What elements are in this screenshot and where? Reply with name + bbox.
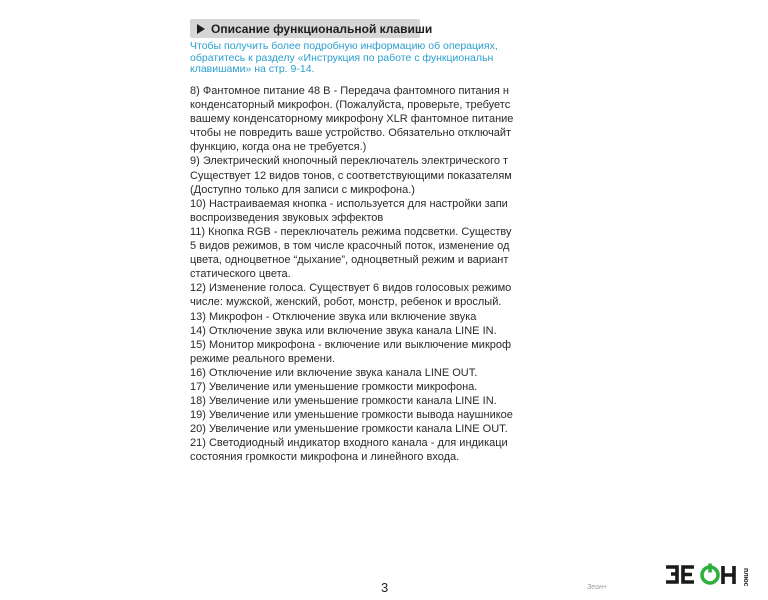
page-number: 3 — [381, 580, 389, 595]
function-key-list — [190, 84, 538, 465]
body-line: функцию, когда она не требуется.) — [190, 141, 367, 154]
body-line: статического цвета. — [190, 268, 291, 281]
body-line: 8) Фантомное питание 48 В - Передача фантомного питания н — [190, 85, 509, 97]
zeon-plus-logo — [664, 563, 756, 589]
body-line: цвета, одноцветное “дыхание”, одноцветный режим и вариант — [190, 254, 509, 267]
body-line: 16) Отключение или включение звука канала LINE OUT. — [190, 366, 478, 379]
body-line: 10) Настраиваемая кнопка - используется для настройки запи — [190, 197, 508, 210]
body-line: режиме реального времени. — [190, 352, 336, 365]
body-line: 18) Увеличение или уменьшение громкости канала LINE IN. — [190, 395, 497, 408]
section-title: Описание функциональной клавиши — [211, 21, 433, 36]
body-line: вашему конденсаторному микрофону XLR фантомное питание — [190, 113, 514, 126]
body-line: 15) Монитор микрофона - включение или выключение микроф — [190, 338, 512, 351]
intro-line: клавишами» на стр. 9-14. — [190, 63, 315, 75]
intro-note — [190, 41, 538, 76]
body-line: чтобы не повредить ваше устройство. Обязательно отключайт — [190, 127, 512, 140]
intro-line: обратитесь к разделу «Инструкция по работе с функциональн — [190, 51, 494, 64]
logo-graphic — [664, 563, 756, 589]
body-line: числе: мужской, женский, робот, монстр, ребенок и врослый. — [190, 296, 502, 309]
body-line: 11) Кнопка RGB - переключатель режима подсветки. Существу — [190, 225, 512, 238]
body-line: 20) Увеличение или уменьшение громкости канала LINE OUT. — [190, 423, 508, 436]
body-line: 21) Светодиодный индикатор входного канала - для индикаци — [190, 437, 508, 450]
body-line: состояния громкости микрофона и линейного входа. — [190, 451, 460, 464]
intro-line: Чтобы получить более подробную информацию об операциях, — [190, 41, 498, 52]
section-header — [190, 19, 433, 38]
logo-side-text: плюс — [742, 568, 749, 587]
body-line: 9) Электрический кнопочный переключатель электрического т — [190, 155, 509, 168]
triangle-right-icon — [197, 24, 205, 34]
body-line: конденсаторный микрофон. (Пожалуйста, проверьте, требуетс — [190, 99, 511, 112]
footer-brand-text: Зеон+ — [587, 584, 608, 591]
body-line: 14) Отключение звука или включение звука канала LINE IN. — [190, 324, 497, 337]
body-line: 13) Микрофон - Отключение звука или включение звука — [190, 310, 477, 323]
body-line: 5 видов режимов, в том числе красочный поток, изменение од — [190, 240, 510, 253]
body-line: (Доступно только для записи с микрофона.) — [190, 183, 415, 196]
body-line: Существует 12 видов тонов, с соответствующими показателям — [190, 169, 512, 182]
body-line: 17) Увеличение или уменьшение громкости микрофона. — [190, 380, 478, 393]
body-line: воспроизведения звуковых эффектов — [190, 211, 384, 224]
body-line: 19) Увеличение или уменьшение громкости вывода наушникое — [190, 409, 513, 422]
body-line: 12) Изменение голоса. Существует 6 видов голосовых режимо — [190, 282, 512, 295]
